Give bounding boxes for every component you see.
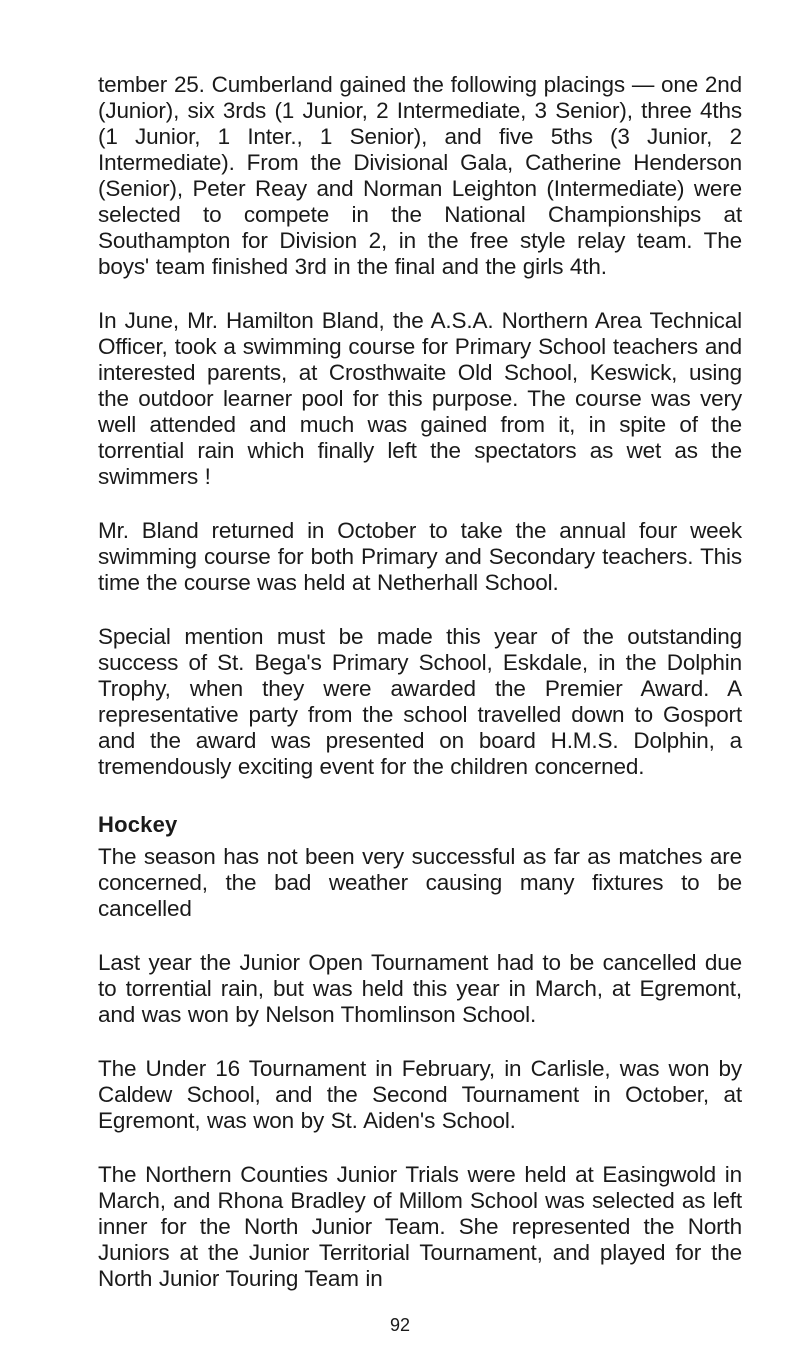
junior-open-tournament-paragraph: Last year the Junior Open Tournament had to be cancelled due to torrential rain, but was held this year in March, at Egremont, and was won by Nelson Thomlinson School. [98, 950, 742, 1027]
northern-counties-trials-paragraph: The Northern Counties Junior Trials were held at Easingwold in March, and Rhona Bradley of Millom School was selected as left inner for the North Junior Team. She represented the North Juniors at the Junior Territorial Tournament, and played for the North Junior Touring Team in [98, 1162, 742, 1291]
hockey-heading: Hockey [98, 812, 178, 837]
document-page [98, 72, 742, 1292]
swimming-course-keswick-paragraph: In June, Mr. Hamilton Bland, the A.S.A. Northern Area Technical Officer, took a swimming course for Primary School teachers and interested parents, at Crosthwaite Old School, Keswick, using the outdoor learner pool for this purpose. The course was very well attended and much was gained from it, in spite of the torrential rain which finally left the spectators as wet as the swimmers ! [98, 308, 742, 489]
page-number: 92 [389, 1315, 411, 1335]
hockey-season-paragraph: The season has not been very successful as far as matches are concerned, the bad weather causing many fixtures to be cancelled [98, 844, 742, 921]
swimming-course-netherhall-paragraph: Mr. Bland returned in October to take the annual four week swimming course for both Primary and Secondary teachers. This time the course was held at Netherhall School. [98, 518, 742, 595]
swimming-gala-paragraph: tember 25. Cumberland gained the following placings — one 2nd (Junior), six 3rds (1 Junior, 2 Intermediate, 3 Senior), three 4ths (1 Junior, 1 Inter., 1 Senior), and five 5ths (3 Junior, 2 Intermediate). From the Divisional Gala, Catherine Henderson (Senior), Peter Reay and Norman Leighton (Intermediate) were selected to compete in the National Championships at Southampton for Division 2, in the free style relay team. The boys' team finished 3rd in the final and the girls 4th. [98, 72, 742, 279]
dolphin-trophy-paragraph: Special mention must be made this year of the outstanding success of St. Bega's Primary School, Eskdale, in the Dolphin Trophy, when they were awarded the Premier Award. A representative party from the school travelled down to Gosport and the award was presented on board H.M.S. Dolphin, a tremendously exciting event for the children concerned. [98, 624, 742, 779]
under-16-tournament-paragraph: The Under 16 Tournament in February, in Carlisle, was won by Caldew School, and the Second Tournament in October, at Egremont, was won by St. Aiden's School. [98, 1056, 742, 1133]
